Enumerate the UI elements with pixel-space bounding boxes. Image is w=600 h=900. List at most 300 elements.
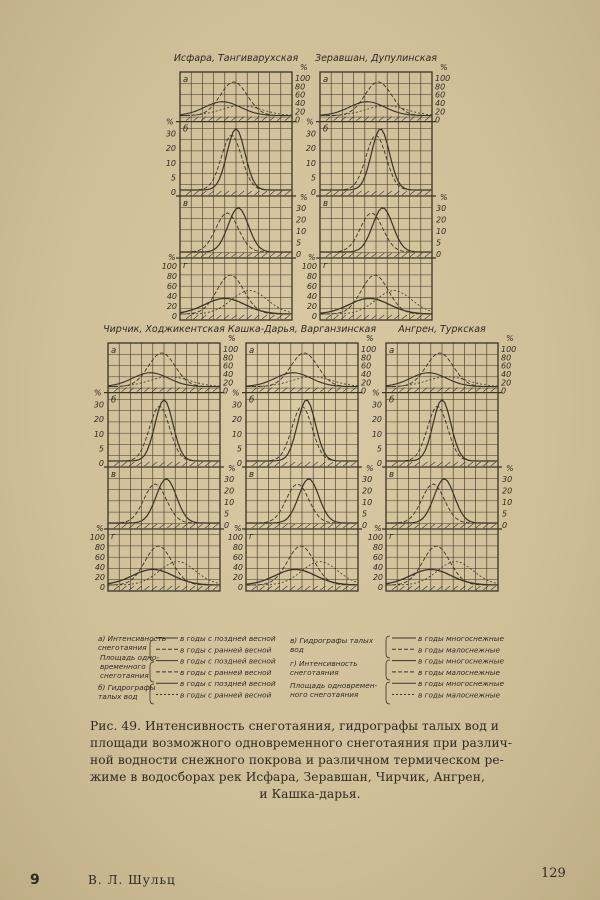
hatch-mark (341, 191, 346, 195)
section-letter: б (323, 124, 329, 135)
hatch-mark (198, 524, 203, 528)
hatch-mark (422, 524, 427, 528)
hatch-mark (129, 586, 134, 590)
tick-label: 5 (296, 238, 302, 248)
hatch-mark (356, 253, 361, 257)
tick-label: 20 (436, 215, 447, 225)
tick-label: 10 (502, 498, 513, 507)
hatch-mark (468, 586, 473, 590)
hatch-mark (262, 191, 267, 195)
tick-label: 5 (502, 509, 508, 519)
section-letter: в (323, 199, 329, 209)
hatch-mark (407, 462, 412, 466)
page-number: 129 (541, 866, 566, 881)
legend-label: в) Гидрографы талых (290, 636, 374, 645)
hatch-mark (445, 524, 450, 528)
section-letter: б (389, 395, 395, 406)
hatch-mark (247, 191, 252, 195)
hatch-mark (175, 524, 180, 528)
legend-label: снеготаяния (290, 668, 339, 677)
tick-label: 10 (436, 227, 447, 236)
tick-label: 0 (296, 250, 302, 259)
hatch-mark (349, 253, 354, 257)
section-letter: б (249, 395, 255, 406)
hatch-mark (267, 586, 272, 590)
hatch-mark (328, 524, 333, 528)
hatch-mark (351, 586, 356, 590)
hatch-mark (379, 253, 384, 257)
hatch-mark (417, 253, 422, 257)
hatch-mark (341, 315, 346, 319)
hatch-mark (262, 253, 267, 257)
legend-label: а) Интенсивность (98, 634, 167, 643)
tick-label: 20 (94, 573, 105, 582)
tick-label: 5 (376, 444, 382, 454)
hatch-mark (285, 191, 290, 195)
hatch-mark (247, 253, 252, 257)
tick-label: 10 (231, 429, 242, 439)
panel-title: Исфара, Тангиварухская (173, 53, 299, 64)
section-letter: в (183, 199, 189, 209)
legend-entry: в годы многоснежные (418, 656, 504, 666)
hatch-mark (122, 524, 127, 528)
tick-label: 60 (361, 361, 372, 371)
legend-label: Площадь одно- (100, 653, 160, 662)
tick-label: 20 (435, 107, 446, 117)
hatch-mark (213, 586, 218, 590)
tick-label: 100 (435, 74, 451, 83)
tick-label: 20 (165, 144, 176, 154)
tick-label: 40 (295, 98, 306, 108)
section-letter: а (111, 346, 117, 356)
hatch-mark (453, 586, 458, 590)
tick-label: 80 (501, 353, 512, 363)
hatch-mark (194, 315, 199, 319)
percent-sign: % (366, 334, 374, 343)
tick-label: 30 (371, 400, 382, 410)
hatch-mark (415, 524, 420, 528)
tick-label: 20 (296, 215, 307, 225)
section-letter: в (389, 470, 395, 480)
tick-label: 60 (501, 361, 512, 371)
legend-label: снеготаяния (100, 671, 149, 680)
hatch-mark (114, 462, 119, 466)
section-letter: г (111, 532, 116, 542)
hatch-mark (336, 586, 341, 590)
tick-label: 40 (501, 369, 512, 379)
hatch-mark (483, 586, 488, 590)
hatch-mark (175, 586, 180, 590)
hatch-mark (379, 191, 384, 195)
tick-label: 20 (295, 107, 306, 117)
percent-sign: % (232, 388, 240, 398)
hatch-mark (260, 586, 265, 590)
tick-label: 80 (223, 353, 234, 363)
hatch-mark (476, 586, 481, 590)
percent-sign: % (300, 63, 308, 72)
tick-label: 20 (305, 144, 316, 154)
hatch-mark (167, 524, 172, 528)
tick-label: 40 (166, 292, 177, 301)
tick-label: 100 (227, 533, 243, 542)
panel-kashka (228, 324, 377, 592)
hatch-mark (205, 524, 210, 528)
hatch-mark (275, 524, 280, 528)
panel-title: Кашка-Дарья, Варганзинская (227, 324, 377, 335)
hatch-mark (491, 586, 496, 590)
hatch-mark (201, 315, 206, 319)
tick-label: 80 (232, 543, 243, 552)
hatch-mark (167, 586, 172, 590)
tick-label: 20 (231, 415, 242, 425)
hatch-mark (305, 462, 310, 466)
tick-label: 30 (502, 475, 513, 484)
tick-label: 100 (223, 345, 239, 354)
tick-label: 0 (311, 312, 317, 321)
hatch-mark (186, 315, 191, 319)
signature-number: 9 (30, 872, 40, 888)
tick-label: 60 (435, 90, 446, 100)
tick-label: 0 (237, 583, 243, 592)
hatch-mark (326, 315, 331, 319)
tick-label: 10 (93, 429, 104, 439)
tick-label: 30 (305, 129, 316, 139)
hatch-mark (349, 191, 354, 195)
tick-label: 20 (232, 573, 243, 582)
legend-label: г) Интенсивность (290, 659, 358, 668)
hatch-mark (129, 524, 134, 528)
hatch-mark (392, 586, 397, 590)
legend-entry: в годы малоснежные (418, 690, 501, 700)
hatch-mark (445, 586, 450, 590)
percent-sign: % (166, 117, 174, 127)
hatch-mark (453, 462, 458, 466)
hatch-mark (417, 315, 422, 319)
panel-angren (368, 324, 517, 592)
tick-label: 60 (295, 90, 306, 100)
tick-label: 30 (224, 475, 235, 484)
legend-label: вод (290, 645, 304, 654)
percent-sign: % (94, 388, 102, 398)
hatch-mark (453, 524, 458, 528)
percent-sign: % (506, 334, 514, 343)
legend-entry: в годы с ранней весной (180, 645, 272, 655)
hatch-mark (262, 315, 267, 319)
tick-label: 0 (223, 386, 229, 396)
tick-label: 80 (94, 543, 105, 552)
tick-label: 0 (435, 115, 441, 125)
percent-sign: % (308, 253, 316, 262)
percent-sign: % (96, 524, 104, 533)
percent-sign: % (168, 253, 176, 262)
hatch-mark (144, 586, 149, 590)
percent-sign: % (506, 464, 514, 473)
tick-label: 10 (296, 227, 307, 236)
hatch-mark (205, 586, 210, 590)
percent-sign: % (228, 464, 236, 473)
percent-sign: % (440, 63, 448, 72)
hatch-mark (190, 586, 195, 590)
tick-label: 100 (89, 533, 105, 542)
panel-title: Чирчик, Ходжикентская (103, 324, 225, 335)
hatch-mark (336, 524, 341, 528)
legend-label: снеготаяния (98, 643, 147, 652)
hatch-mark (275, 462, 280, 466)
tick-label: 5 (224, 509, 230, 519)
legend-bracket (150, 662, 154, 682)
tick-label: 0 (310, 188, 316, 197)
hatch-mark (410, 315, 415, 319)
hatch-mark (392, 524, 397, 528)
panel-title: Зеравшан, Дупулинская (315, 53, 437, 64)
percent-sign: % (234, 524, 242, 533)
section-letter: а (389, 346, 395, 356)
tick-label: 0 (224, 521, 230, 530)
hatch-mark (205, 462, 210, 466)
hatch-mark (137, 462, 142, 466)
hatch-mark (285, 253, 290, 257)
hatch-mark (122, 462, 127, 466)
tick-label: 5 (170, 173, 176, 183)
tick-label: 20 (223, 378, 234, 388)
tick-label: 5 (310, 173, 316, 183)
hatch-mark (415, 586, 420, 590)
legend-bracket (386, 682, 390, 704)
hatch-mark (129, 462, 134, 466)
hatch-mark (277, 253, 282, 257)
tick-label: 30 (296, 204, 307, 213)
hatch-mark (282, 524, 287, 528)
legend-label: ного снеготаяния (290, 690, 359, 699)
hatch-mark (425, 253, 430, 257)
tick-label: 5 (98, 444, 104, 454)
tick-label: 80 (372, 543, 383, 552)
hatch-mark (305, 586, 310, 590)
hatch-mark (282, 462, 287, 466)
hatch-mark (175, 462, 180, 466)
tick-label: 0 (99, 583, 105, 592)
tick-label: 30 (362, 475, 373, 484)
section-letter: б (183, 124, 189, 135)
hatch-mark (425, 315, 430, 319)
caption-last-line: и Кашка-дарья. (259, 787, 361, 801)
hatch-mark (351, 462, 356, 466)
tick-label: 20 (502, 486, 513, 496)
tick-label: 30 (231, 400, 242, 410)
hatch-mark (239, 315, 244, 319)
section-letter: а (249, 346, 255, 356)
hatch-mark (216, 191, 221, 195)
tick-label: 0 (376, 459, 382, 468)
hatch-mark (410, 191, 415, 195)
legend-entry: в годы малоснежные (418, 667, 501, 677)
tick-label: 60 (223, 361, 234, 371)
hatch-mark (387, 191, 392, 195)
hatch-mark (209, 191, 214, 195)
tick-label: 0 (501, 386, 507, 396)
legend-label: б) Гидрографы (98, 683, 156, 692)
tick-label: 60 (372, 553, 383, 562)
hatch-mark (213, 462, 218, 466)
tick-label: 0 (170, 188, 176, 197)
tick-label: 20 (501, 378, 512, 388)
hatch-mark (285, 315, 290, 319)
tick-label: 100 (367, 533, 383, 542)
tick-label: 10 (224, 498, 235, 507)
hatch-mark (387, 315, 392, 319)
hatch-mark (277, 191, 282, 195)
tick-label: 10 (165, 158, 176, 168)
tick-label: 20 (361, 378, 372, 388)
hatch-mark (194, 191, 199, 195)
hatch-mark (216, 315, 221, 319)
hatch-mark (216, 253, 221, 257)
figure-caption (90, 718, 530, 803)
legend-entry: в годы многоснежные (418, 679, 504, 689)
legend-entry: в годы с поздней весной (180, 634, 276, 643)
tick-label: 0 (171, 312, 177, 321)
tick-label: 40 (232, 563, 243, 572)
panel-chirchik (90, 324, 239, 592)
legend-entry: в годы с поздней весной (180, 679, 276, 689)
tick-label: 80 (361, 353, 372, 363)
hatch-mark (239, 253, 244, 257)
tick-label: 40 (94, 563, 105, 572)
hatch-mark (476, 462, 481, 466)
hatch-mark (415, 462, 420, 466)
section-letter: г (323, 261, 328, 271)
section-letter: г (389, 532, 394, 542)
tick-label: 60 (232, 553, 243, 562)
tick-label: 0 (377, 583, 383, 592)
tick-label: 60 (94, 553, 105, 562)
panel-zeravshan (302, 53, 451, 321)
hatch-mark (270, 191, 275, 195)
hatch-mark (144, 462, 149, 466)
hatch-mark (491, 524, 496, 528)
hatch-mark (167, 462, 172, 466)
tick-label: 40 (435, 98, 446, 108)
legend-label: талых вод (98, 692, 138, 701)
hatch-mark (392, 462, 397, 466)
hatch-mark (410, 253, 415, 257)
tick-label: 100 (301, 262, 317, 271)
section-letter: г (183, 261, 188, 271)
hatch-mark (186, 191, 191, 195)
tick-label: 30 (436, 204, 447, 213)
tick-label: 5 (236, 444, 242, 454)
legend-entry: в годы многоснежные (418, 634, 504, 643)
section-letter: г (249, 532, 254, 542)
tick-label: 20 (166, 302, 177, 311)
hatch-mark (267, 524, 272, 528)
hatch-mark (422, 586, 427, 590)
tick-label: 0 (436, 250, 442, 259)
tick-label: 5 (362, 509, 368, 519)
percent-sign: % (300, 193, 308, 202)
tick-label: 5 (436, 238, 442, 248)
hatch-mark (213, 524, 218, 528)
section-letter: а (323, 75, 329, 85)
tick-label: 0 (502, 521, 508, 530)
tick-label: 20 (224, 486, 235, 496)
legend-bracket (386, 660, 390, 680)
legend-entry: в годы с ранней весной (180, 667, 272, 677)
percent-sign: % (306, 117, 314, 127)
tick-label: 40 (223, 369, 234, 379)
tick-label: 80 (435, 82, 446, 92)
tick-label: 10 (362, 498, 373, 507)
hatch-mark (343, 462, 348, 466)
percent-sign: % (374, 524, 382, 533)
hatch-mark (483, 524, 488, 528)
tick-label: 0 (98, 459, 104, 468)
hatch-mark (402, 191, 407, 195)
hatch-mark (209, 253, 214, 257)
hatch-mark (341, 253, 346, 257)
hatch-mark (270, 253, 275, 257)
hatch-mark (252, 462, 257, 466)
hatch-mark (387, 253, 392, 257)
hatch-mark (400, 462, 405, 466)
tick-label: 20 (306, 302, 317, 311)
hatch-mark (198, 586, 203, 590)
hatch-mark (483, 462, 488, 466)
hatch-mark (201, 191, 206, 195)
hatch-mark (402, 253, 407, 257)
hatch-mark (275, 586, 280, 590)
hatch-mark (343, 586, 348, 590)
figure-legend (98, 634, 504, 704)
hatch-mark (186, 253, 191, 257)
hatch-mark (328, 586, 333, 590)
legend-entry: в годы с ранней весной (180, 690, 272, 700)
hatch-mark (334, 253, 339, 257)
legend-entry: в годы малоснежные (418, 645, 501, 655)
legend-label: Площадь одновремен- (290, 681, 378, 690)
author-name: В. Л. Шульц (88, 873, 176, 887)
hatch-mark (343, 524, 348, 528)
hatch-mark (402, 315, 407, 319)
section-letter: в (111, 470, 117, 480)
hatch-mark (239, 191, 244, 195)
hatch-mark (252, 586, 257, 590)
hatch-mark (282, 586, 287, 590)
hatch-mark (356, 191, 361, 195)
hatch-mark (407, 586, 412, 590)
hatch-mark (349, 315, 354, 319)
hatch-mark (267, 462, 272, 466)
caption-line: Рис. 49. Интенсивность снеготаяния, гидрографы талых вод и (90, 719, 500, 733)
tick-label: 100 (295, 74, 311, 83)
hatch-mark (491, 462, 496, 466)
hatch-mark (356, 315, 361, 319)
hatch-mark (328, 462, 333, 466)
hatch-mark (209, 315, 214, 319)
hatch-mark (190, 524, 195, 528)
tick-label: 60 (306, 282, 317, 291)
hatch-mark (201, 253, 206, 257)
hatch-mark (198, 462, 203, 466)
tick-label: 40 (306, 292, 317, 301)
tick-label: 0 (361, 386, 367, 396)
tick-label: 80 (306, 272, 317, 281)
hatch-mark (407, 524, 412, 528)
hatch-mark (422, 462, 427, 466)
hatch-mark (122, 586, 127, 590)
percent-sign: % (440, 193, 448, 202)
tick-label: 100 (161, 262, 177, 271)
